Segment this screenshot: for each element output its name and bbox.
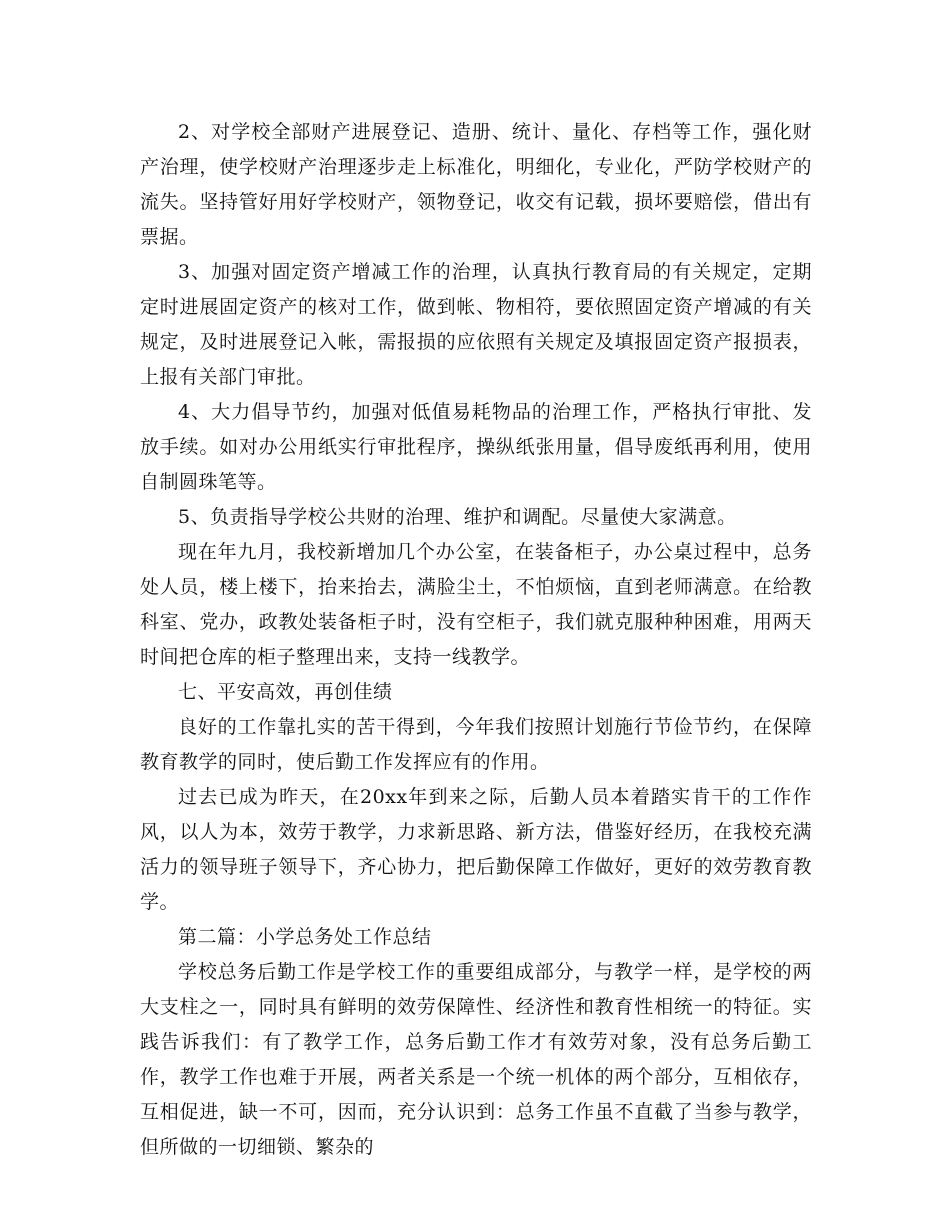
paragraph-public-property: 5、负责指导学校公共财的治理、维护和调配。尽量使大家满意。	[178, 506, 737, 528]
paragraph-general-affairs: 学校总务后勤工作是学校工作的重要组成部分，与教学一样，是学校的两大支柱之一，同时具有鲜明的效劳保障性、经济性和教育性相统一的特征。实践告诉我们：有了教学工作，总务后勤工作才有效劳对象，没有总务后勤工作，教学工作也难于开展，两者关系是一个统一机体的两个部分，互相依存，互相促进，缺一不可，因而，充分认识到：总务工作虽不直截了当参与教学，但所做的一切细锁、繁杂的	[140, 961, 812, 1158]
paragraph-new-offices: 现在年九月，我校新增加几个办公室，在装备柜子，办公桌过程中，总务处人员，楼上楼下，抬来抬去，满脸尘土，不怕烦恼，直到老师满意。在给教科室、党办，政教处装备柜子时，没有空柜子，我们就克服种种困难，用两天时间把仓库的柜子整理出来，支持一线教学。	[140, 541, 812, 668]
paragraph-good-work: 良好的工作靠扎实的苦干得到，今年我们按照计划施行节俭节约，在保障教育教学的同时，使后勤工作发挥应有的作用。	[140, 716, 812, 773]
section-heading-seven: 七、平安高效，再创佳绩	[178, 681, 393, 703]
chapter-heading-part-two: 第二篇：小学总务处工作总结	[178, 926, 432, 948]
document-body	[140, 115, 812, 1165]
paragraph-looking-forward: 过去已成为昨天，在20xx年到来之际，后勤人员本着踏实肯干的工作作风，以人为本，效劳于教学，力求新思路、新方法，借鉴好经历，在我校充满活力的领导班子领导下，齐心协力，把后勤保障工作做好，更好的效劳教育教学。	[140, 786, 812, 913]
paragraph-fixed-assets: 3、加强对固定资产增减工作的治理，认真执行教育局的有关规定，定期定时进展固定资产的核对工作，做到帐、物相符，要依照固定资产增减的有关规定，及时进展登记入帐，需报损的应依照有关规定及填报固定资产报损表，上报有关部门审批。	[140, 261, 812, 388]
paragraph-saving: 4、大力倡导节约，加强对低值易耗物品的治理工作，严格执行审批、发放手续。如对办公用纸实行审批程序，操纵纸张用量，倡导废纸再利用，使用自制圆珠笔等。	[140, 401, 812, 493]
paragraph-asset-registration: 2、对学校全部财产进展登记、造册、统计、量化、存档等工作，强化财产治理，使学校财产治理逐步走上标准化，明细化，专业化，严防学校财产的流失。坚持管好用好学校财产，领物登记，收交有记载，损坏要赔偿，借出有票据。	[140, 121, 812, 248]
